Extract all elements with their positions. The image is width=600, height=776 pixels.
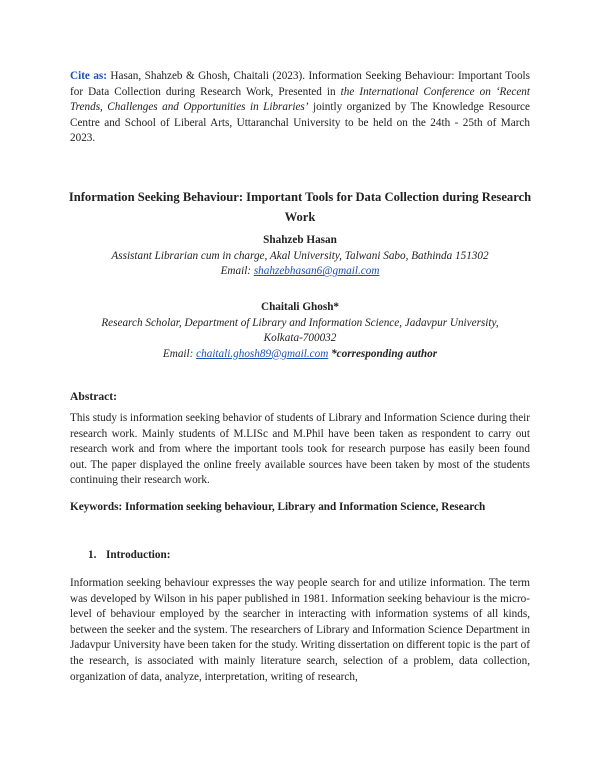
author-name: Chaitali Ghosh* bbox=[260, 301, 340, 313]
email-link[interactable]: chaitali.ghosh89@gmail.com bbox=[196, 347, 329, 360]
cite-text-1: Hasan, Shahzeb & Ghosh, Chaitali (2023). Information Seeking Behaviour: Important Tools for Data Collection during Research Work, Presented in bbox=[70, 70, 530, 98]
cite-conference: the International Conference on ‘Recent Trends, Challenges and Opportunities in Libraries’ bbox=[70, 85, 530, 114]
section-number: 1. bbox=[88, 549, 97, 561]
email-label: Email: bbox=[162, 347, 197, 360]
author-affiliation: Research Scholar, Department of Library and Information Science, Jadavpur University, bbox=[101, 316, 499, 329]
author-email-line bbox=[40, 264, 560, 280]
cite-text-2: jointly organized by The Knowledge Resource Centre and School of Liberal Arts, Uttaranchal University to be held on the 24th - 25th of March 2023. bbox=[70, 101, 530, 145]
section-heading-introduction bbox=[88, 549, 170, 561]
author-affiliation: Assistant Librarian cum in charge, Akal University, Talwani Sabo, Bathinda 151302 bbox=[111, 249, 489, 262]
cite-label: Cite as: bbox=[70, 70, 107, 82]
introduction-body: Information seeking behaviour expresses the way people search for and utilize information. The term was developed by Wilson in his paper published in 1981. Information seeking behaviour is the micro-level of behaviour employed by the searcher in interacting with information systems of all kinds, between the seeker and the system. The researchers of Library and Information Science Department in Jadavpur University have been taken for the study. Writing dissertation on different topic is the part of the research, is associated with mainly literature search, selection of a problem, data collection, organization of data, analyze, interpretation, writing of research, bbox=[70, 577, 530, 683]
email-link[interactable]: shahzebhasan6@gmail.com bbox=[253, 265, 380, 278]
author-block-2 bbox=[40, 300, 560, 362]
section-title: Introduction: bbox=[106, 549, 171, 561]
author-email-line bbox=[40, 347, 560, 363]
author-name: Shahzeb Hasan bbox=[263, 234, 337, 246]
author-affiliation-city: Kolkata-700032 bbox=[263, 332, 337, 345]
abstract-body: This study is information seeking behavior of students of Library and Information Science during their research work. Mainly students of M.LISc and M.Phil have been taken as respondent to carry out research work and from where the important tools took for research purpose has easily been found out. The paper displayed the online freely available sources have been taken by most of the students continuing their research work. bbox=[70, 412, 530, 487]
paper-title: Information Seeking Behaviour: Important Tools for Data Collection during Research Work bbox=[68, 190, 532, 224]
author-block-1 bbox=[40, 233, 560, 280]
email-label: Email: bbox=[220, 265, 254, 278]
citation-block bbox=[70, 69, 530, 147]
corresponding-note: *corresponding author bbox=[328, 347, 438, 360]
keywords-line: Keywords: Information seeking behaviour, Library and Information Science, Research bbox=[70, 501, 486, 513]
abstract-heading: Abstract: bbox=[70, 390, 118, 403]
